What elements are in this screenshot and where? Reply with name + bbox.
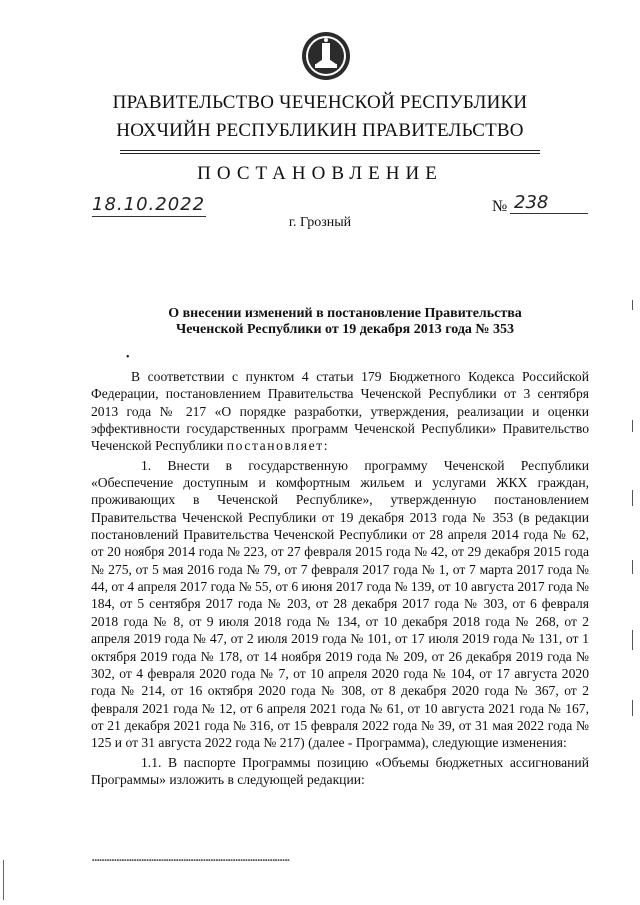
document-number: 238 — [510, 192, 588, 214]
scan-edge-marks — [630, 300, 636, 740]
document-subject: О внесении изменений в постановление Правительства Чеченской Республики от 19 декабря 2013 года № 353 — [168, 306, 522, 337]
government-name-russian: ПРАВИТЕЛЬСТВО ЧЕЧЕНСКОЙ РЕСПУБЛИКИ — [112, 92, 528, 113]
scan-left-edge-mark — [3, 860, 4, 900]
paragraph-item-1: 1. Внести в государственную программу Чеченской Республики «Обеспечение доступным и комфортным жильем и услугами ЖКХ граждан, проживающих в Чеченской Республике», утвержденную постановлением Правительства Чеченской Республики от 19 декабря 2013 года № 353 (в редакции постановлений Правительства Чеченской Республики от 28 апреля 2014 года № 62, от 20 ноября 2014 года № 223, от 27 февраля 2015 года № 42, от 29 декабря 2015 года № 275, от 5 мая 2016 года № 79, от 7 февраля 2017 года № 1, от 7 марта 2017 года № 44, от 4 апреля 2017 года № 55, от 6 июня 2017 года № 139, от 10 августа 2017 года № 184, от 5 сентября 2017 года № 203, от 28 декабря 2017 года № 303, от 6 февраля 2018 года № 8, от 9 июля 2018 года № 134, от 10 декабря 2018 года № 268, от 2 апреля 2019 года № 47, от 2 июля 2019 года № 101, от 17 июля 2019 года № 131, от 1 октября 2019 года № 178, от 14 ноября 2019 года № 209, от 26 декабря 2019 года № 302, от 4 февраля 2020 года № 7, от 10 апреля 2020 года № 104, от 17 августа 2020 года № 214, от 16 октября 2020 года № 308, от 8 декабря 2020 года № 367, от 2 февраля 2021 года № 12, от 6 апреля 2021 года № 61, от 10 августа 2021 года № 167, от 21 декабря 2021 года № 316, от 15 февраля 2022 года № 39, от 31 мая 2022 года № 125 и от 31 августа 2022 года № 217) (далее - Программа), следующие изменения: — [91, 457, 589, 751]
paragraph-item-1-1: 1.1. В паспорте Программы позицию «Объемы бюджетных ассигнований Программы» изложить в следующей редакции: — [91, 754, 589, 787]
stray-mark: • — [126, 352, 130, 363]
document-type-title: ПОСТАНОВЛЕНИЕ — [197, 163, 443, 184]
document-date: 18.10.2022 — [92, 194, 206, 215]
header-divider-thin — [120, 153, 540, 154]
document-footer-trace: ▪▪▪▪▪▪▪▪▪▪▪▪▪▪▪▪▪▪▪▪▪▪▪▪▪▪▪▪▪▪▪▪▪▪▪▪▪▪▪▪▪▪▪▪▪▪▪▪▪▪▪▪▪▪▪▪▪▪▪▪▪▪▪▪▪▪▪▪▪▪▪▪▪▪▪▪▪▪▪▪ — [92, 858, 290, 862]
coat-of-arms-emblem-icon — [300, 30, 352, 82]
header-divider — [120, 150, 540, 151]
document-body — [91, 368, 589, 788]
paragraph-preamble — [91, 368, 589, 455]
document-number-label: № — [492, 198, 508, 215]
government-name-chechen: НОХЧИЙН РЕСПУБЛИКИН ПРАВИТЕЛЬСТВО — [116, 120, 524, 141]
document-city: г. Грозный — [288, 215, 352, 230]
resolves-word: постановляет: — [226, 438, 330, 454]
preamble-text: В соответствии с пунктом 4 статьи 179 Бюджетного Кодекса Российской Федерации, постановлением Правительства Чеченской Республики от 3 сентября 2013 года № 217 «О порядке разработки, утверждения, реализации и оценки эффективности государственных программ Чеченской Республики» Правительство Чеченской Республики — [91, 369, 589, 454]
